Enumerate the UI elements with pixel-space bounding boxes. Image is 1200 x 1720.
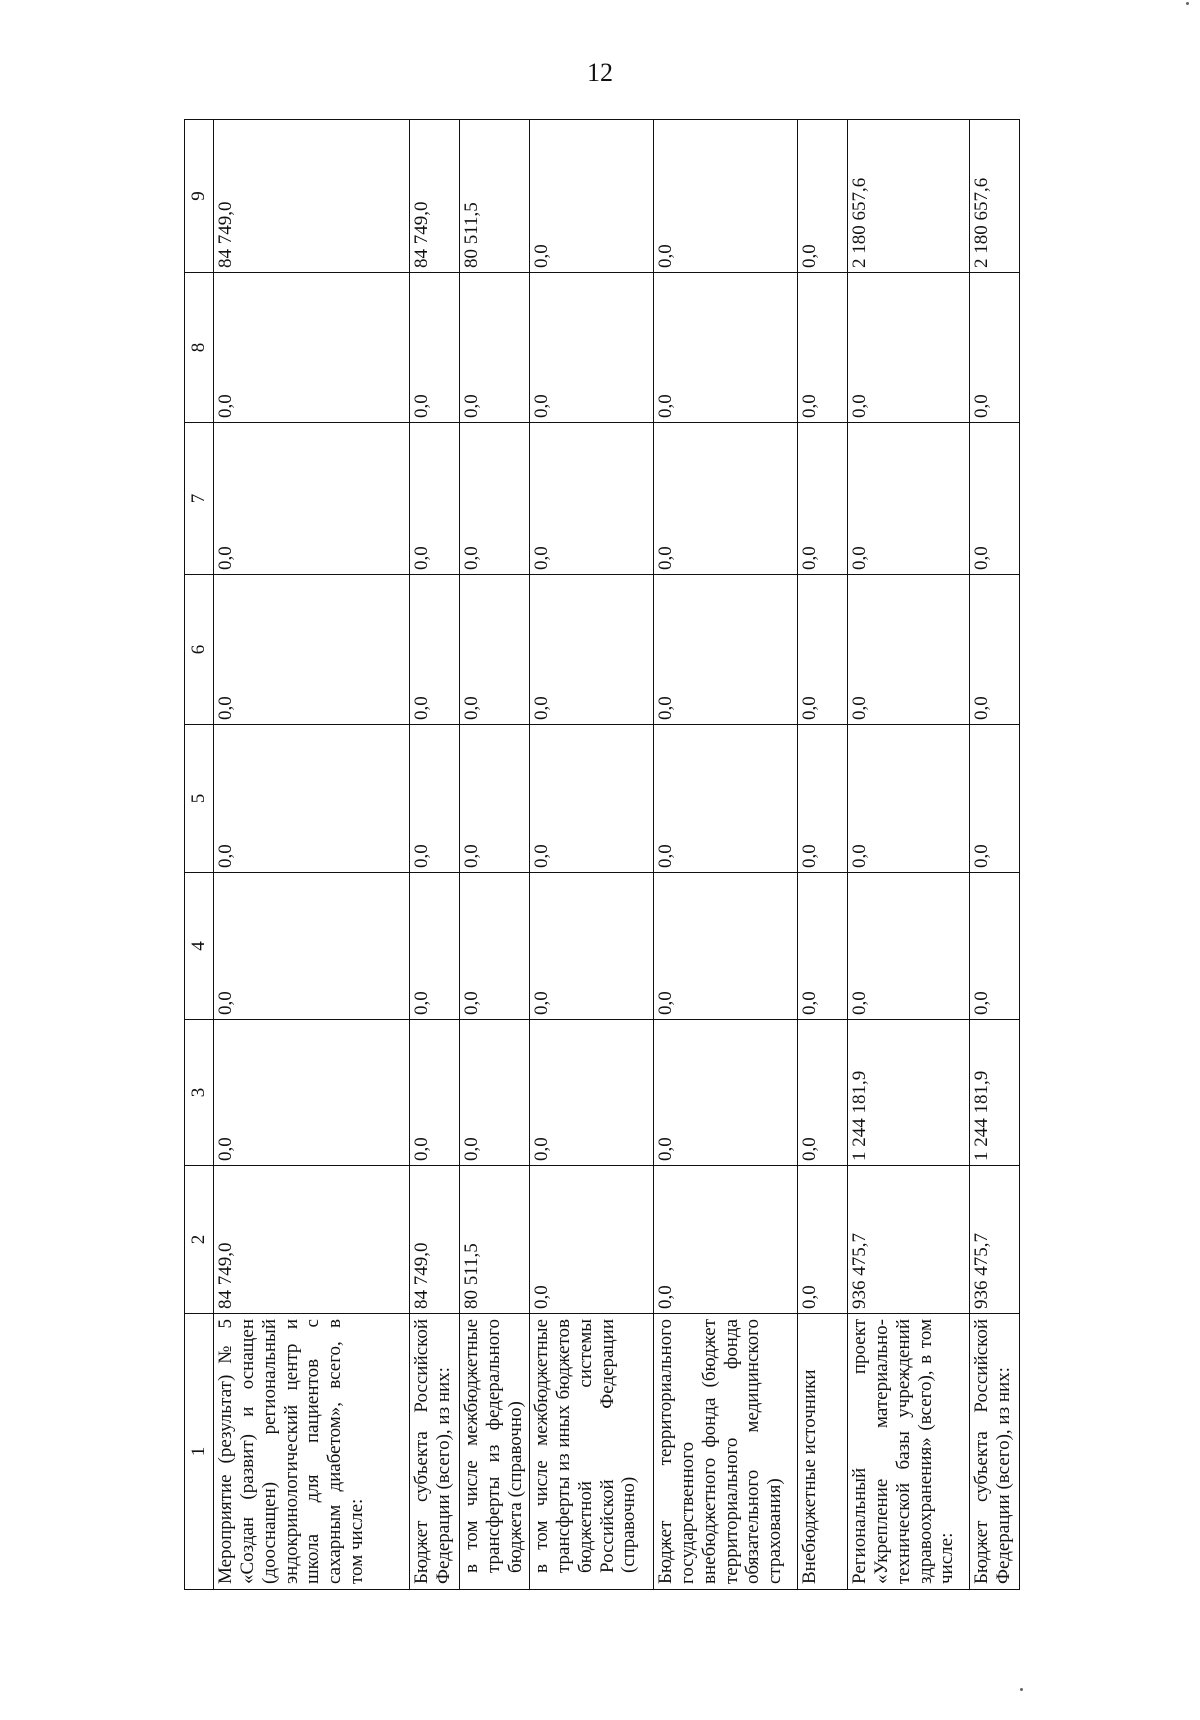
table-row [798, 120, 848, 1590]
table-cell: 1 244 181,9 [970, 1020, 1020, 1166]
table-cell: 0,0 [460, 1020, 530, 1166]
table-cell: 0,0 [530, 273, 654, 423]
table-cell: 0,0 [530, 423, 654, 575]
table-cell: 936 475,7 [970, 1166, 1020, 1314]
table-cell: 2 180 657,6 [970, 120, 1020, 273]
table-cell: 0,0 [798, 873, 848, 1020]
column-header: 4 [185, 873, 214, 1020]
table-cell: 0,0 [654, 873, 798, 1020]
table-cell: 0,0 [798, 1020, 848, 1166]
table-cell: 0,0 [654, 273, 798, 423]
table-cell: 0,0 [654, 575, 798, 725]
table-cell: 0,0 [410, 1020, 460, 1166]
table-cell: 0,0 [654, 1020, 798, 1166]
table-cell: 0,0 [798, 725, 848, 873]
table-cell: 0,0 [970, 273, 1020, 423]
table-cell: 0,0 [410, 725, 460, 873]
table-row [214, 120, 410, 1590]
table-cell: 84 749,0 [410, 120, 460, 273]
table-cell: 0,0 [214, 273, 410, 423]
table-cell: 0,0 [848, 575, 970, 725]
column-header: 3 [185, 1020, 214, 1166]
column-header: 8 [185, 273, 214, 423]
table-cell: 0,0 [214, 725, 410, 873]
row-label: Региональный проект «Укрепление материально-технической базы учреждений здравоохранения» (всего), в том числе: [848, 1314, 970, 1590]
table-cell: 0,0 [214, 575, 410, 725]
table-cell: 2 180 657,6 [848, 120, 970, 273]
row-label: Мероприятие (результат) № 5 «Создан (развит) и оснащен (дооснащен) региональный эндокринологический центр и школа для пациентов с сахарным диабетом», всего, в том числе: [214, 1314, 410, 1590]
table-cell: 0,0 [654, 725, 798, 873]
table-cell: 0,0 [460, 575, 530, 725]
page-number: 12 [587, 58, 613, 87]
table-cell: 0,0 [530, 873, 654, 1020]
table-cell: 0,0 [798, 1166, 848, 1314]
scan-speck [1186, 2, 1189, 5]
row-label: в том числе межбюджетные трансферты из федерального бюджета (справочно) [460, 1314, 530, 1590]
column-header: 1 [185, 1314, 214, 1590]
table-cell: 0,0 [970, 575, 1020, 725]
table-cell: 0,0 [214, 1020, 410, 1166]
table-cell: 0,0 [970, 873, 1020, 1020]
table-cell: 0,0 [654, 1166, 798, 1314]
table-cell: 0,0 [410, 575, 460, 725]
table-cell: 0,0 [410, 273, 460, 423]
row-label: в том числе межбюджетные трансферты из иных бюджетов бюджетной системы Российской Федерации (справочно) [530, 1314, 654, 1590]
table-cell: 0,0 [460, 273, 530, 423]
budget-table [184, 119, 1020, 1590]
table-cell: 0,0 [460, 423, 530, 575]
column-header: 6 [185, 575, 214, 725]
table-cell: 936 475,7 [848, 1166, 970, 1314]
table-cell: 1 244 181,9 [848, 1020, 970, 1166]
table-cell: 0,0 [798, 575, 848, 725]
table-cell: 0,0 [654, 120, 798, 273]
table-row [654, 120, 798, 1590]
table-cell: 0,0 [530, 1166, 654, 1314]
table-cell: 0,0 [214, 873, 410, 1020]
table-row [848, 120, 970, 1590]
table-cell: 0,0 [410, 423, 460, 575]
table-cell: 0,0 [530, 725, 654, 873]
table-cell: 80 511,5 [460, 120, 530, 273]
column-header: 2 [185, 1166, 214, 1314]
table-row [460, 120, 530, 1590]
row-label: Бюджет субъекта Российской Федерации (всего), из них: [970, 1314, 1020, 1590]
table-row [970, 120, 1020, 1590]
column-header: 5 [185, 725, 214, 873]
table-cell: 0,0 [848, 273, 970, 423]
table-cell: 0,0 [848, 725, 970, 873]
table-cell: 0,0 [654, 423, 798, 575]
row-label: Внебюджетные источники [798, 1314, 848, 1590]
column-header: 9 [185, 120, 214, 273]
table-cell: 0,0 [848, 873, 970, 1020]
table-cell: 0,0 [530, 1020, 654, 1166]
table-row [530, 120, 654, 1590]
table-cell: 0,0 [214, 423, 410, 575]
rotated-table-container [184, 120, 1200, 1590]
table-cell: 0,0 [970, 423, 1020, 575]
table-cell: 0,0 [530, 120, 654, 273]
scan-speck [1020, 1688, 1023, 1691]
table-cell: 0,0 [798, 120, 848, 273]
table-cell: 0,0 [460, 873, 530, 1020]
row-label: Бюджет субъекта Российской Федерации (всего), из них: [410, 1314, 460, 1590]
table-header-row [185, 120, 214, 1590]
table-cell: 0,0 [970, 725, 1020, 873]
row-label: Бюджет территориального государственного внебюджетного фонда (бюджет территориального фонда обязательного медицинского страхования) [654, 1314, 798, 1590]
table-cell: 0,0 [460, 725, 530, 873]
table-cell: 0,0 [530, 575, 654, 725]
table-cell: 0,0 [848, 423, 970, 575]
table-cell: 84 749,0 [214, 120, 410, 273]
column-header: 7 [185, 423, 214, 575]
table-cell: 0,0 [798, 423, 848, 575]
table-row [410, 120, 460, 1590]
table-cell: 84 749,0 [214, 1166, 410, 1314]
table-cell: 80 511,5 [460, 1166, 530, 1314]
table-cell: 0,0 [410, 873, 460, 1020]
table-cell: 0,0 [798, 273, 848, 423]
table-cell: 84 749,0 [410, 1166, 460, 1314]
